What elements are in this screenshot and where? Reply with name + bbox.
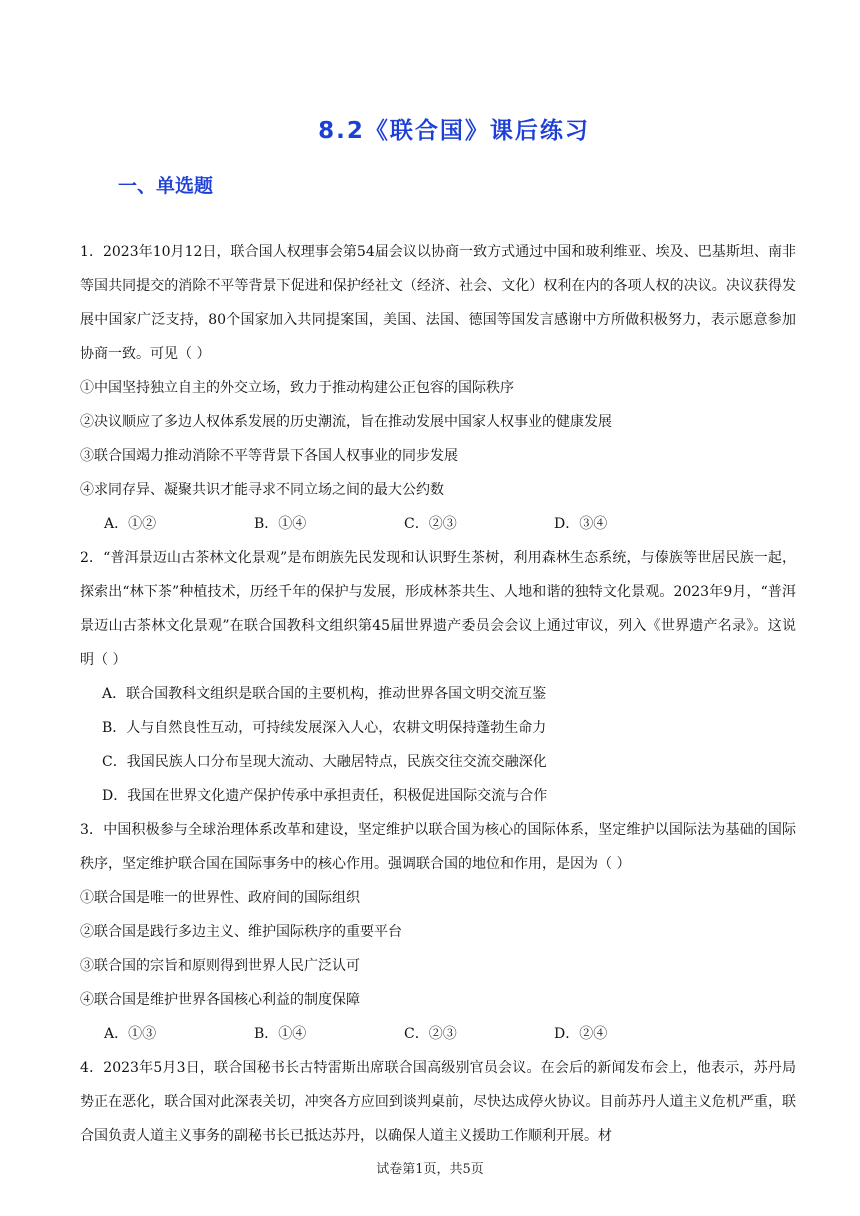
section-heading: 一、单选题	[118, 175, 214, 197]
choice-a: A．①②	[104, 516, 157, 532]
answer-choices	[80, 1017, 796, 1051]
question-stem: 2．“普洱景迈山古茶林文化景观”是布朗族先民发现和认识野生茶树，利用森林生态系统，与傣族等世居民族一起，探索出“林下茶”种植技术，历经千年的保护与发展，形成林茶共生、人地和谐的独特文化景观。2023年9月，“普洱景迈山古茶林文化景观”在联合国教科文组织第45届世界遗产委员会会议上通过审议，列入《世界遗产名录》。这说明（ ）	[80, 550, 796, 668]
question-stem: 3．中国积极参与全球治理体系改革和建设，坚定维护以联合国为核心的国际体系，坚定维护以国际法为基础的国际秩序，坚定维护联合国在国际事务中的核心作用。强调联合国的地位和作用，是因为（ ）	[80, 822, 796, 872]
choice-b: B．①④	[254, 1026, 307, 1042]
choice-b: B．①④	[254, 516, 307, 532]
choice-a: A．①③	[104, 1026, 157, 1042]
choice-d: D．我国在世界文化遗产保护传承中承担责任，积极促进国际交流与合作	[102, 788, 548, 804]
choice-c: C．②③	[404, 1026, 457, 1042]
question-1	[80, 235, 796, 541]
choice-a: A．联合国教科文组织是联合国的主要机构，推动世界各国文明交流互鉴	[102, 686, 547, 702]
document-title: 8.2《联合国》课后练习	[318, 118, 590, 144]
statement: ④联合国是维护世界各国核心利益的制度保障	[80, 992, 360, 1008]
choice-d: D．②④	[554, 1026, 608, 1042]
question-3	[80, 813, 796, 1051]
question-list	[80, 235, 796, 1153]
statement: ③联合国竭力推动消除不平等背景下各国人权事业的同步发展	[80, 448, 458, 464]
choice-c: C．我国民族人口分布呈现大流动、大融居特点，民族交往交流交融深化	[102, 754, 547, 770]
statement: ②决议顺应了多边人权体系发展的历史潮流，旨在推动发展中国家人权事业的健康发展	[80, 414, 612, 430]
question-stem: 4．2023年5月3日，联合国秘书长古特雷斯出席联合国高级别官员会议。在会后的新闻发布会上，他表示，苏丹局势正在恶化，联合国对此深表关切，冲突各方应回到谈判桌前，尽快达成停火协议。目前苏丹人道主义危机严重，联合国负责人道主义事务的副秘书长已抵达苏丹，以确保人道主义援助工作顺利开展。材	[80, 1060, 796, 1144]
question-2	[80, 541, 796, 813]
choice-b: B．人与自然良性互动，可持续发展深入人心，农耕文明保持蓬勃生命力	[102, 720, 547, 736]
answer-choices	[80, 507, 796, 541]
statement: ①联合国是唯一的世界性、政府间的国际组织	[80, 890, 360, 906]
statement: ①中国坚持独立自主的外交立场，致力于推动构建公正包容的国际秩序	[80, 380, 514, 396]
question-4	[80, 1051, 796, 1153]
statement: ②联合国是践行多边主义、维护国际秩序的重要平台	[80, 924, 402, 940]
statement: ③联合国的宗旨和原则得到世界人民广泛认可	[80, 958, 360, 974]
statement: ④求同存异、凝聚共识才能寻求不同立场之间的最大公约数	[80, 482, 444, 498]
question-stem: 1．2023年10月12日，联合国人权理事会第54届会议以协商一致方式通过中国和玻利维亚、埃及、巴基斯坦、南非等国共同提交的消除不平等背景下促进和保护经社文（经济、社会、文化）权利在内的各项人权的决议。决议获得发展中国家广泛支持，80个国家加入共同提案国，美国、法国、德国等国发言感谢中方所做积极努力，表示愿意参加协商一致。可见（ ）	[80, 244, 796, 362]
page-footer: 试卷第1页，共5页	[376, 1162, 484, 1177]
choice-c: C．②③	[404, 516, 457, 532]
choice-d: D．③④	[554, 516, 608, 532]
